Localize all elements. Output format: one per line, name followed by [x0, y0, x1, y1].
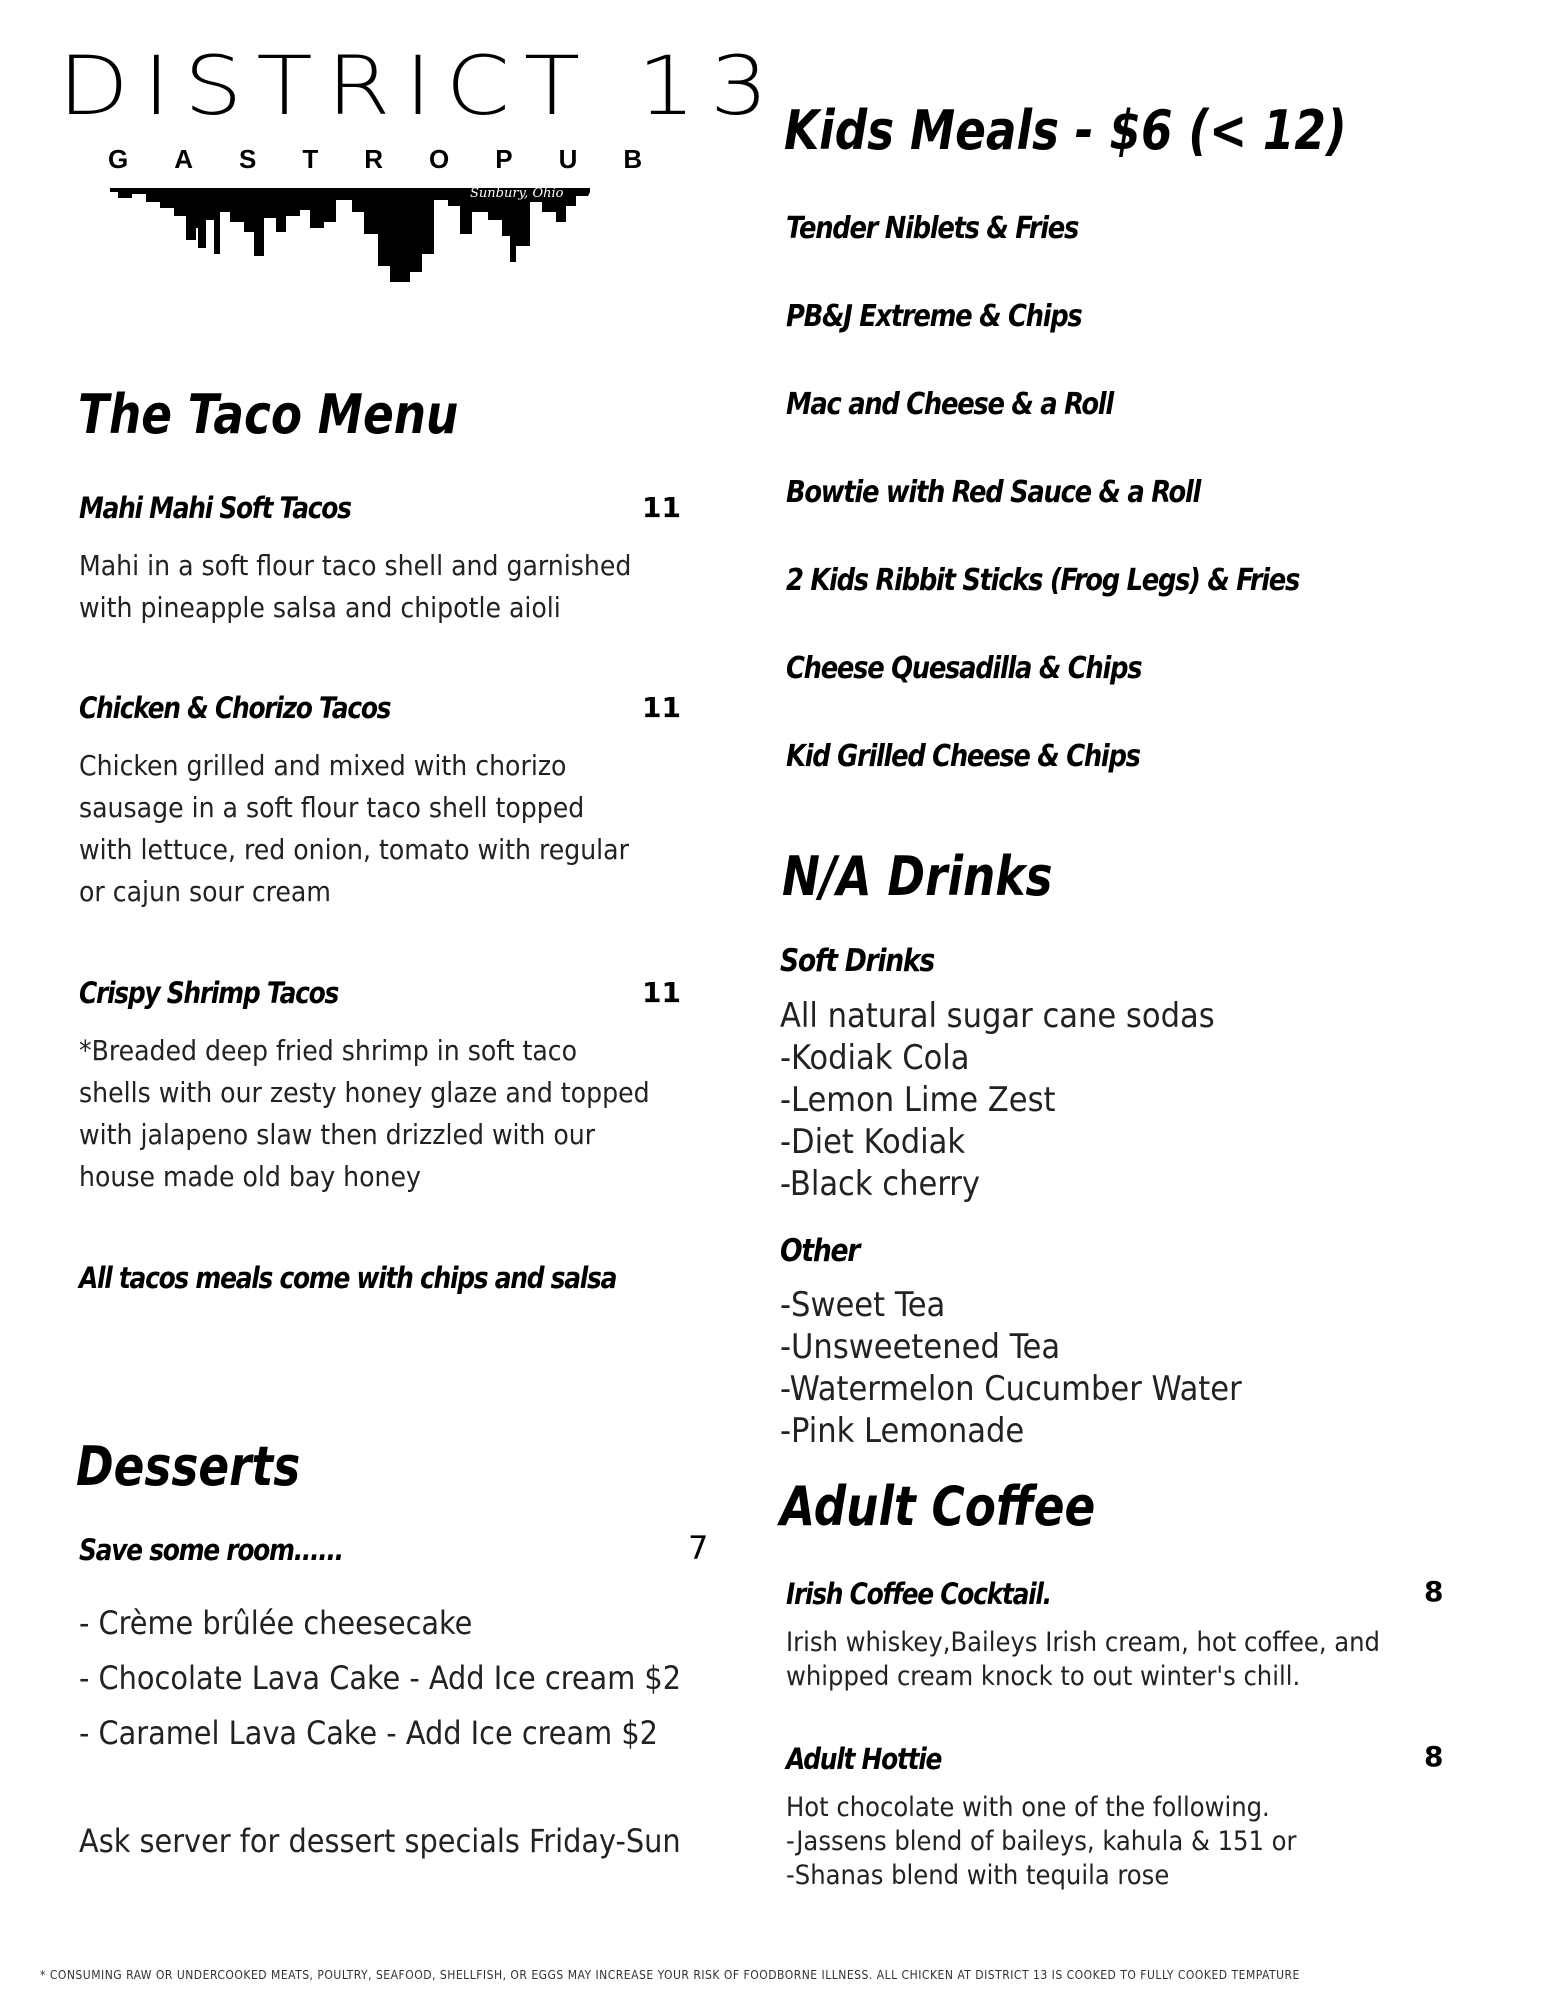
dessert-note: Ask server for dessert specials Friday-Sun: [79, 1822, 681, 1860]
list-item: -Watermelon Cucumber Water: [780, 1369, 1242, 1409]
list-item: 2 Kids Ribbit Sticks (Frog Legs) & Fries: [786, 563, 1300, 598]
logo-title: DISTRICT 13: [58, 38, 783, 134]
menu-item-description: *Breaded deep fried shrimp in soft taco shells with our zesty honey glaze and topped with jalapeno slaw then drizzled with our house made old bay honey: [79, 1034, 650, 1193]
menu-item-price: 11: [642, 976, 681, 1009]
list-item: Tender Niblets & Fries: [786, 211, 1079, 246]
logo-location: Sunbury, Ohio: [470, 186, 564, 201]
list-item: -Lemon Lime Zest: [780, 1080, 1056, 1120]
other-drinks-list: [780, 1284, 1242, 1452]
logo-subtitle: GASTROPUB: [108, 144, 689, 174]
desserts-subheading: Save some room......: [79, 1533, 343, 1567]
menu-item-price: 11: [642, 691, 681, 724]
list-item: -Diet Kodiak: [780, 1122, 966, 1162]
other-drinks-heading: Other: [780, 1233, 860, 1269]
list-item: -Unsweetened Tea: [780, 1327, 1061, 1367]
soft-drinks-heading: Soft Drinks: [780, 943, 934, 979]
menu-item-description: Chicken grilled and mixed with chorizo sausage in a soft flour taco shell topped with lettuce, red onion, tomato with regular or cajun sour cream: [79, 749, 629, 908]
footer-disclaimer: * CONSUMING RAW OR UNDERCOOKED MEATS, POULTRY, SEAFOOD, SHELLFISH, OR EGGS MAY INCREASE YOUR RISK OF FOODBORNE ILLNESS. ALL CHICKEN AT DISTRICT 13 IS COOKED TO FULLY COOKED TEMPATURE: [40, 1968, 1300, 1982]
list-item: - Crème brûlée cheesecake: [79, 1604, 473, 1642]
taco-menu-note: All tacos meals come with chips and salsa: [79, 1261, 617, 1295]
list-item: - Caramel Lava Cake - Add Ice cream $2: [79, 1714, 658, 1752]
menu-item-name: Crispy Shrimp Tacos: [79, 976, 339, 1010]
menu-item-name: Mahi Mahi Soft Tacos: [79, 491, 351, 525]
desserts-heading: Desserts: [76, 1435, 301, 1498]
list-item: PB&J Extreme & Chips: [786, 299, 1082, 334]
kids-meals-heading: Kids Meals - $6 (< 12): [784, 99, 1347, 162]
list-item: Mac and Cheese & a Roll: [786, 387, 1113, 422]
list-item: All natural sugar cane sodas: [780, 996, 1215, 1036]
soft-drinks-list: [780, 995, 1215, 1205]
list-item: Kid Grilled Cheese & Chips: [786, 739, 1140, 774]
menu-item-description: Mahi in a soft flour taco shell and garnished with pineapple salsa and chipotle aioli: [79, 549, 632, 624]
na-drinks-heading: N/A Drinks: [782, 845, 1053, 908]
menu-item-price: 8: [1424, 1575, 1444, 1608]
menu-item-price: 8: [1424, 1740, 1444, 1773]
dessert-list: [79, 1596, 681, 1761]
menu-item-description: Hot chocolate with one of the following. -Jassens blend of baileys, kahula & 151 or -Shanas blend with tequila rose: [786, 1792, 1297, 1891]
menu-item-description: Irish whiskey,Baileys Irish cream, hot coffee, and whipped cream knock to out winter's chill.: [786, 1627, 1380, 1692]
adult-coffee-heading: Adult Coffee: [780, 1475, 1096, 1538]
menu-item-name: Chicken & Chorizo Tacos: [79, 691, 391, 725]
taco-menu-heading: The Taco Menu: [78, 383, 459, 446]
menu-item-name: Adult Hottie: [786, 1742, 942, 1776]
list-item: -Pink Lemonade: [780, 1411, 1025, 1451]
list-item: - Chocolate Lava Cake - Add Ice cream $2: [79, 1659, 681, 1697]
menu-item-name: Irish Coffee Cocktail.: [786, 1577, 1051, 1611]
list-item: -Black cherry: [780, 1164, 980, 1204]
desserts-price: 7: [688, 1529, 709, 1567]
list-item: Bowtie with Red Sauce & a Roll: [786, 475, 1201, 510]
list-item: -Sweet Tea: [780, 1285, 946, 1325]
list-item: -Kodiak Cola: [780, 1038, 970, 1078]
list-item: Cheese Quesadilla & Chips: [786, 651, 1142, 686]
menu-item-price: 11: [642, 491, 681, 524]
